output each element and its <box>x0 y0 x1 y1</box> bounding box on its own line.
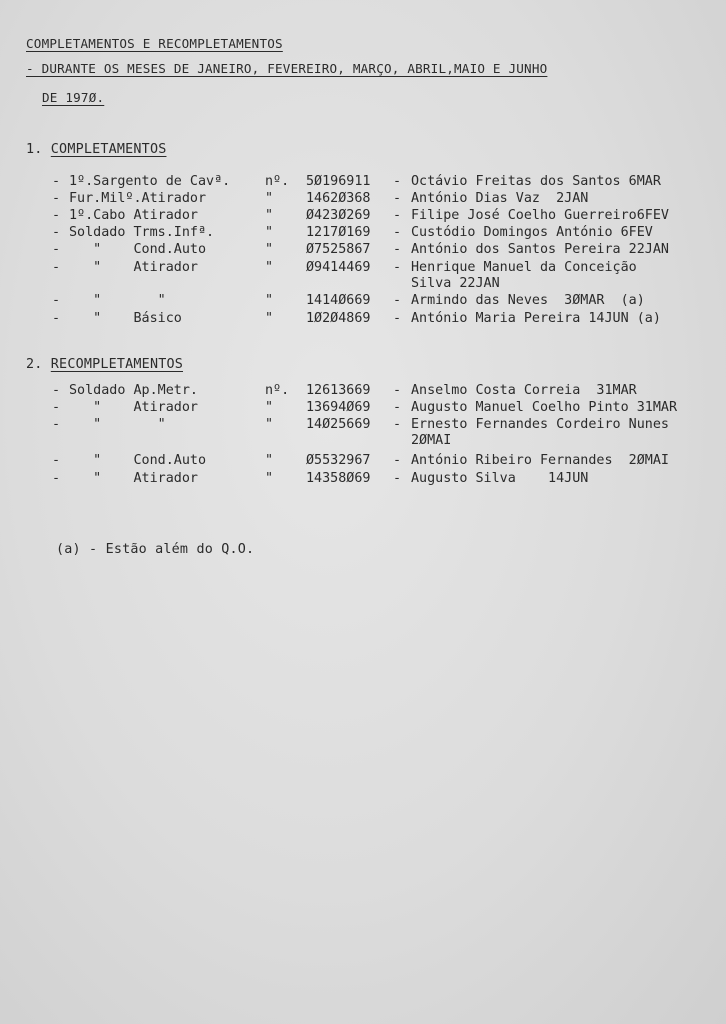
row-name: Augusto Silva 14JUN <box>411 471 589 486</box>
row-rank: " " <box>69 417 166 432</box>
row-name: António Maria Pereira 14JUN (a) <box>411 311 661 326</box>
row-dash: - <box>52 311 61 326</box>
row-separator: - <box>393 174 402 189</box>
list-item <box>0 191 726 208</box>
row-separator: - <box>393 242 402 257</box>
list-item <box>0 260 726 291</box>
row-dash: - <box>52 400 61 415</box>
header-year: DE 197Ø. <box>42 90 105 105</box>
row-nr: " <box>265 260 274 275</box>
row-nr: nº. <box>265 383 290 398</box>
row-nr: " <box>265 242 274 257</box>
row-number: 1217Ø169 <box>306 225 371 240</box>
row-separator: - <box>393 453 402 468</box>
row-name: Armindo das Neves 3ØMAR (a) <box>411 293 645 308</box>
section1-number: 1. <box>26 142 43 157</box>
row-name: Filipe José Coelho Guerreiro6FEV <box>411 208 669 223</box>
row-name: Henrique Manuel da Conceição <box>411 260 637 275</box>
row-dash: - <box>52 471 61 486</box>
row-dash: - <box>52 225 61 240</box>
list-item <box>0 471 726 488</box>
row-number: 13694Ø69 <box>306 400 371 415</box>
list-item <box>0 400 726 417</box>
row-name: Custódio Domingos António 6FEV <box>411 225 653 240</box>
section1-heading <box>26 142 166 157</box>
row-nr: " <box>265 208 274 223</box>
row-dash: - <box>52 453 61 468</box>
row-nr: " <box>265 400 274 415</box>
row-rank: " Atirador <box>69 400 198 415</box>
row-number: 1414Ø669 <box>306 293 371 308</box>
row-dash: - <box>52 174 61 189</box>
row-dash: - <box>52 417 61 432</box>
row-name: António Dias Vaz 2JAN <box>411 191 589 206</box>
row-number: 12613669 <box>306 383 371 398</box>
header-subtitle: - DURANTE OS MESES DE JANEIRO, FEVEREIRO, MARÇO, ABRIL,MAIO E JUNHO <box>26 61 548 76</box>
section2-number: 2. <box>26 357 43 372</box>
row-rank: 1º.Cabo Atirador <box>69 208 198 223</box>
row-rank: " Atirador <box>69 260 198 275</box>
row-name: Octávio Freitas dos Santos 6MAR <box>411 174 661 189</box>
row-dash: - <box>52 383 61 398</box>
row-separator: - <box>393 311 402 326</box>
row-dash: - <box>52 208 61 223</box>
row-rank: Soldado Ap.Metr. <box>69 383 198 398</box>
list-item <box>0 417 726 448</box>
row-rank: " Cond.Auto <box>69 242 207 257</box>
row-number: Ø423Ø269 <box>306 208 371 223</box>
header-title: COMPLETAMENTOS E RECOMPLETAMENTOS <box>26 36 283 51</box>
row-separator: - <box>393 208 402 223</box>
row-separator: - <box>393 417 402 432</box>
list-item <box>0 174 726 191</box>
list-item <box>0 383 726 400</box>
row-separator: - <box>393 225 402 240</box>
row-dash: - <box>52 293 61 308</box>
row-dash: - <box>52 260 61 275</box>
row-number: 1462Ø368 <box>306 191 371 206</box>
row-rank: " Cond.Auto <box>69 453 207 468</box>
row-name: Anselmo Costa Correia 31MAR <box>411 383 637 398</box>
row-number: Ø7525867 <box>306 242 371 257</box>
row-rank: 1º.Sargento de Cavª. <box>69 174 231 189</box>
row-number: 1Ø2Ø4869 <box>306 311 371 326</box>
list-item <box>0 225 726 242</box>
row-separator: - <box>393 191 402 206</box>
row-name: António dos Santos Pereira 22JAN <box>411 242 669 257</box>
list-item <box>0 311 726 328</box>
section2-title: RECOMPLETAMENTOS <box>50 357 183 372</box>
row-rank: " " <box>69 293 166 308</box>
list-item <box>0 453 726 470</box>
list-item <box>0 293 726 310</box>
row-name-continuation: 2ØMAI <box>411 433 452 448</box>
row-nr: " <box>265 417 274 432</box>
row-name: Augusto Manuel Coelho Pinto 31MAR <box>411 400 678 415</box>
footnote: (a) - Estão além do Q.O. <box>56 542 255 557</box>
row-dash: - <box>52 191 61 206</box>
row-rank: Soldado Trms.Infª. <box>69 225 215 240</box>
row-nr: " <box>265 225 274 240</box>
row-nr: " <box>265 311 274 326</box>
row-name: Ernesto Fernandes Cordeiro Nunes <box>411 417 669 432</box>
row-nr: nº. <box>265 174 290 189</box>
row-separator: - <box>393 383 402 398</box>
row-number: 14Ø25669 <box>306 417 371 432</box>
row-separator: - <box>393 260 402 275</box>
row-separator: - <box>393 471 402 486</box>
row-separator: - <box>393 400 402 415</box>
row-rank: " Básico <box>69 311 182 326</box>
row-dash: - <box>52 242 61 257</box>
list-item <box>0 242 726 259</box>
row-rank: " Atirador <box>69 471 198 486</box>
row-nr: " <box>265 191 274 206</box>
row-separator: - <box>393 293 402 308</box>
row-nr: " <box>265 471 274 486</box>
row-number: 5Ø196911 <box>306 174 371 189</box>
row-number: Ø5532967 <box>306 453 371 468</box>
row-nr: " <box>265 453 274 468</box>
row-name: António Ribeiro Fernandes 2ØMAI <box>411 453 669 468</box>
row-number: 14358Ø69 <box>306 471 371 486</box>
row-nr: " <box>265 293 274 308</box>
row-rank: Fur.Milº.Atirador <box>69 191 207 206</box>
row-number: Ø9414469 <box>306 260 371 275</box>
list-item <box>0 208 726 225</box>
section2-heading <box>26 357 183 372</box>
row-name-continuation: Silva 22JAN <box>411 276 500 291</box>
section1-title: COMPLETAMENTOS <box>50 142 167 157</box>
